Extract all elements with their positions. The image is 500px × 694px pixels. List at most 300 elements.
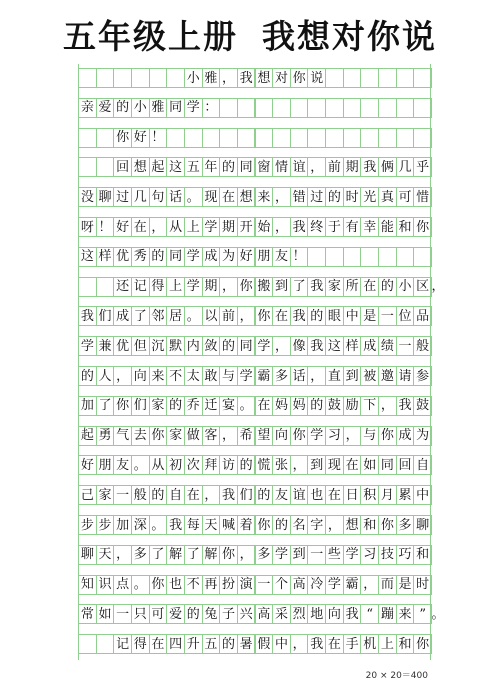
grid-cell: 字: [307, 515, 326, 535]
grid-cell: 记: [131, 277, 150, 297]
grid-cell: 知: [78, 575, 97, 595]
grid-cell: 同: [166, 247, 185, 267]
grid-border-left: [78, 64, 79, 660]
grid-cell: 访: [219, 455, 238, 475]
grid-cell: ，: [237, 306, 256, 326]
grid-cell: 有: [343, 217, 362, 237]
grid-cell: 得: [131, 634, 150, 654]
grid-cell: 的: [166, 396, 185, 416]
grid-cell: 你: [413, 634, 432, 654]
grid-cell: 起: [78, 426, 97, 446]
grid-cell: ，: [113, 545, 132, 565]
grid-cell: [396, 128, 415, 148]
grid-cell: 光: [360, 187, 379, 207]
grid-cell: 但: [131, 336, 150, 356]
grid-cell: 自: [166, 485, 185, 505]
grid-cell: 来: [255, 187, 274, 207]
grid-cell: 话: [166, 187, 185, 207]
grid-cell: 学: [343, 545, 362, 565]
grid-cell: ：: [202, 98, 221, 118]
grid-cell: 再: [202, 575, 221, 595]
grid-cell: 学: [184, 98, 203, 118]
grid-cell: ，: [113, 366, 132, 386]
grid-cell: [307, 128, 326, 148]
grid-cell: 我: [219, 485, 238, 505]
grid-cell: 学: [78, 336, 97, 356]
grid-cell: 敛: [202, 336, 221, 356]
grid-cell: 请: [396, 366, 415, 386]
grid-cell: 是: [360, 306, 379, 326]
grid-cell: 我: [237, 68, 256, 88]
grid-cell: 你: [413, 217, 432, 237]
grid-cell: 了: [149, 545, 168, 565]
grid-cell: [413, 68, 432, 88]
grid-cell: 以: [202, 306, 221, 326]
grid-cell: 向: [272, 426, 291, 446]
grid-cell: 同: [378, 455, 397, 475]
grid-cell: 的: [272, 515, 291, 535]
composition-grid: [78, 64, 445, 660]
grid-cell: 现: [325, 455, 344, 475]
grid-cell: 的: [307, 396, 326, 416]
grid-cell: 呀: [78, 217, 97, 237]
grid-cell: 们: [237, 485, 256, 505]
grid-cell: [149, 68, 168, 88]
grid-cell: 真: [378, 187, 397, 207]
grid-cell: ，: [360, 575, 379, 595]
grid-cell: 对: [272, 68, 291, 88]
grid-cell: 秀: [131, 247, 150, 267]
grid-cell: [360, 68, 379, 88]
grid-cell: 小: [131, 98, 150, 118]
grid-cell: [96, 128, 115, 148]
grid-cell: 惜: [413, 187, 432, 207]
grid-cell: “: [360, 604, 379, 624]
grid-cell: 四: [166, 634, 185, 654]
grid-cell: ，: [149, 217, 168, 237]
grid-cell: 为: [219, 247, 238, 267]
grid-cell: 烈: [290, 604, 309, 624]
grid-cell: 俩: [378, 157, 397, 177]
grid-cell: [378, 98, 397, 118]
grid-cell: 一: [307, 545, 326, 565]
grid-cell: 居: [166, 306, 185, 326]
grid-cell: ，: [290, 634, 309, 654]
grid-cell: 在: [184, 485, 203, 505]
grid-cell: 和: [413, 545, 432, 565]
grid-cell: 上: [166, 277, 185, 297]
grid-cell: 眼: [325, 306, 344, 326]
grid-cell: [360, 128, 379, 148]
grid-cell: 五: [202, 634, 221, 654]
grid-cell: 学: [325, 575, 344, 595]
grid-cell: [290, 128, 309, 148]
grid-cell: 参: [413, 366, 432, 386]
title-topic: 我想对你说: [262, 17, 437, 56]
grid-cell: [325, 128, 344, 148]
grid-cell: 这: [325, 336, 344, 356]
grid-cell: 你: [290, 426, 309, 446]
grid-cell: 友: [113, 455, 132, 475]
grid-cell: 我: [343, 604, 362, 624]
grid-cell: [96, 277, 115, 297]
grid-cell: [272, 128, 291, 148]
grid-cell: 幸: [360, 217, 379, 237]
grid-cell: 可: [149, 604, 168, 624]
grid-cell: 兔: [202, 604, 221, 624]
grid-cell: 己: [78, 485, 97, 505]
grid-cell: 加: [113, 515, 132, 535]
grid-cell: 采: [272, 604, 291, 624]
grid-cell: 学: [237, 366, 256, 386]
grid-cell: 在: [255, 396, 274, 416]
grid-cell: 每: [184, 515, 203, 535]
grid-cell: 期: [343, 157, 362, 177]
grid-cell: 没: [78, 187, 97, 207]
grid-cell: 记: [113, 634, 132, 654]
grid-cell: 常: [78, 604, 97, 624]
grid-cell: ，: [325, 515, 344, 535]
grid-cell: 友: [272, 247, 291, 267]
grid-margin-char: ，: [431, 279, 445, 295]
grid-cell: 的: [307, 306, 326, 326]
grid-cell: 和: [396, 634, 415, 654]
grid-cell: 学: [202, 217, 221, 237]
grid-cell: 在: [272, 306, 291, 326]
grid-cell: 时: [343, 187, 362, 207]
grid-cell: 家: [325, 277, 344, 297]
grid-cell: 我: [290, 306, 309, 326]
grid-cell: 望: [255, 426, 274, 446]
grid-cell: 你: [237, 277, 256, 297]
grid-cell: 高: [255, 604, 274, 624]
grid-cell: 向: [325, 604, 344, 624]
grid-cell: 冷: [307, 575, 326, 595]
grid-cell: 高: [290, 575, 309, 595]
grid-cell: 搬: [255, 277, 274, 297]
grid-cell: [96, 157, 115, 177]
grid-cell: 时: [413, 575, 432, 595]
grid-cell: ，: [307, 366, 326, 386]
grid-cell: 聊: [78, 545, 97, 565]
grid-cell: 邻: [149, 306, 168, 326]
grid-cell: 拜: [202, 455, 221, 475]
grid-cell: 演: [237, 575, 256, 595]
grid-cell: ，: [202, 485, 221, 505]
grid-cell: [343, 98, 362, 118]
grid-cell: 到: [343, 366, 362, 386]
grid-cell: 上: [378, 634, 397, 654]
grid-cell: 也: [307, 485, 326, 505]
grid-cell: 亲: [78, 98, 97, 118]
grid-cell: 些: [325, 545, 344, 565]
grid-cell: 暑: [237, 634, 256, 654]
grid-cell: 学: [255, 336, 274, 356]
grid-cell: [78, 68, 97, 88]
grid-cell: 同: [237, 157, 256, 177]
grid-cell: 好: [131, 128, 150, 148]
grid-cell: 累: [396, 485, 415, 505]
grid-cell: 你: [255, 515, 274, 535]
grid-cell: 来: [396, 604, 415, 624]
grid-cell: [413, 247, 432, 267]
grid-cell: 想: [255, 68, 274, 88]
grid-cell: 着: [237, 515, 256, 535]
grid-cell: 终: [307, 217, 326, 237]
grid-cell: 迁: [202, 396, 221, 416]
grid-cell: 成: [360, 336, 379, 356]
grid-cell: 天: [202, 515, 221, 535]
grid-cell: 人: [96, 366, 115, 386]
grid-cell: 鼓: [325, 396, 344, 416]
grid-cell: 兼: [96, 336, 115, 356]
grid-margin-char: 。: [431, 606, 445, 622]
grid-cell: 区: [413, 277, 432, 297]
grid-cell: 只: [131, 604, 150, 624]
grid-cell: 句: [149, 187, 168, 207]
grid-cell: ，: [219, 426, 238, 446]
grid-cell: 名: [290, 515, 309, 535]
grid-cell: 如: [96, 604, 115, 624]
grid-cell: 与: [360, 426, 379, 446]
grid-cell: 习: [360, 545, 379, 565]
grid-cell: [219, 98, 238, 118]
grid-cell: 的: [219, 634, 238, 654]
grid-cell: 想: [131, 157, 150, 177]
grid-cell: 多: [131, 545, 150, 565]
grid-cell: [307, 98, 326, 118]
grid-cell: 的: [378, 277, 397, 297]
title-grade: 五年级上册: [63, 17, 238, 56]
grid-cell: 一: [396, 336, 415, 356]
grid-cell: [219, 128, 238, 148]
grid-cell: [237, 98, 256, 118]
grid-cell: 了: [290, 277, 309, 297]
grid-cell: 。: [131, 455, 150, 475]
grid-cell: 话: [290, 366, 309, 386]
grid-cell: 我: [307, 277, 326, 297]
grid-cell: 从: [149, 455, 168, 475]
grid-cell: 加: [78, 396, 97, 416]
grid-cell: 内: [184, 336, 203, 356]
grid-cell: 的: [219, 157, 238, 177]
grid-cell: 品: [413, 306, 432, 326]
grid-cell: 的: [78, 366, 97, 386]
grid-cell: 开: [237, 217, 256, 237]
grid-cell: 到: [290, 545, 309, 565]
grid-cell: 了: [131, 306, 150, 326]
grid-cell: 可: [396, 187, 415, 207]
grid-cell: 想: [237, 187, 256, 207]
grid-cell: 学: [184, 247, 203, 267]
grid-cell: 我: [360, 157, 379, 177]
grid-cell: 励: [343, 396, 362, 416]
grid-cell: ，: [237, 545, 256, 565]
grid-cell: 如: [360, 455, 379, 475]
grid-cell: ！: [290, 247, 309, 267]
grid-cell: 雅: [202, 68, 221, 88]
grid-cell: 乔: [184, 396, 203, 416]
grid-cell: 是: [396, 575, 415, 595]
grid-cell: [413, 98, 432, 118]
grid-cell: 希: [237, 426, 256, 446]
grid-cell: ，: [343, 426, 362, 446]
grid-cell: 优: [113, 247, 132, 267]
grid-cell: 太: [184, 366, 203, 386]
grid-cell: [343, 128, 362, 148]
grid-cell: 样: [343, 336, 362, 356]
grid-cell: [343, 247, 362, 267]
grid-cell: [96, 634, 115, 654]
grid-cell: 在: [131, 217, 150, 237]
grid-cell: 霸: [255, 366, 274, 386]
grid-cell: ，: [290, 455, 309, 475]
grid-cell: 巧: [396, 545, 415, 565]
grid-cell: 于: [325, 217, 344, 237]
grid-cell: ，: [307, 157, 326, 177]
grid-cell: [166, 128, 185, 148]
grid-cell: [131, 68, 150, 88]
grid-cell: [202, 128, 221, 148]
grid-cell: 雅: [149, 98, 168, 118]
grid-cell: 初: [166, 455, 185, 475]
grid-cell: 几: [396, 157, 415, 177]
grid-cell: 气: [113, 426, 132, 446]
grid-cell: 朋: [255, 247, 274, 267]
grid-cell: 的: [149, 247, 168, 267]
grid-cell: 样: [96, 247, 115, 267]
grid-cell: 自: [413, 455, 432, 475]
grid-cell: 喊: [219, 515, 238, 535]
grid-cell: 得: [149, 277, 168, 297]
grid-cell: 学: [272, 545, 291, 565]
grid-cell: 兴: [237, 604, 256, 624]
grid-cell: 位: [396, 306, 415, 326]
grid-cell: 下: [360, 396, 379, 416]
grid-cell: 。: [184, 187, 203, 207]
grid-cell: 扮: [219, 575, 238, 595]
grid-cell: ！: [149, 128, 168, 148]
grid-cell: [78, 277, 97, 297]
grid-cell: 邀: [378, 366, 397, 386]
grid-cell: 步: [78, 515, 97, 535]
grid-cell: 在: [325, 634, 344, 654]
grid-cell: 在: [343, 455, 362, 475]
grid-cell: 绩: [378, 336, 397, 356]
grid-cell: 慌: [255, 455, 274, 475]
page-title: [0, 14, 500, 60]
grid-cell: ，: [219, 277, 238, 297]
grid-cell: 勇: [96, 426, 115, 446]
grid-cell: 你: [149, 426, 168, 446]
grid-cell: 中: [343, 306, 362, 326]
grid-cell: 还: [113, 277, 132, 297]
grid-cell: 的: [113, 98, 132, 118]
grid-border-right: [430, 64, 431, 660]
grid-cell: 般: [131, 485, 150, 505]
grid-cell: [378, 247, 397, 267]
grid-cell: 家: [149, 396, 168, 416]
grid-cell: 升: [184, 634, 203, 654]
grid-cell: 这: [166, 157, 185, 177]
grid-cell: 步: [96, 515, 115, 535]
grid-cell: 几: [131, 187, 150, 207]
grid-cell: [325, 98, 344, 118]
grid-cell: [78, 634, 97, 654]
grid-cell: 一: [113, 604, 132, 624]
grid-cell: 在: [219, 187, 238, 207]
grid-cell: 上: [184, 217, 203, 237]
grid-cell: 了: [96, 396, 115, 416]
grid-cell: 向: [131, 366, 150, 386]
grid-cell: 聊: [96, 187, 115, 207]
grid-cell: 也: [166, 575, 185, 595]
grid-cell: 手: [343, 634, 362, 654]
grid-cell: 子: [219, 604, 238, 624]
grid-cell: 家: [96, 485, 115, 505]
grid-cell: 解: [202, 545, 221, 565]
grid-cell: 沉: [149, 336, 168, 356]
grid-cell: 过: [113, 187, 132, 207]
grid-cell: 好: [78, 455, 97, 475]
grid-cell: 在: [360, 277, 379, 297]
grid-cell: [78, 157, 97, 177]
grid-cell: 深: [131, 515, 150, 535]
grid-cell: 我: [290, 217, 309, 237]
grid-cell: 霸: [343, 575, 362, 595]
grid-cell: 乎: [413, 157, 432, 177]
grid-cell: [184, 128, 203, 148]
grid-cell: 中: [272, 634, 291, 654]
grid-cell: 同: [166, 98, 185, 118]
grid-cell: [272, 98, 291, 118]
grid-cell: 你: [255, 306, 274, 326]
grid-cell: 窗: [255, 157, 274, 177]
grid-cell: 月: [378, 485, 397, 505]
grid-cell: 我: [307, 336, 326, 356]
grid-cell: 去: [131, 426, 150, 446]
grid-cell: 。: [131, 575, 150, 595]
grid-cell: ，: [219, 68, 238, 88]
grid-cell: 识: [96, 575, 115, 595]
grid-cell: 次: [184, 455, 203, 475]
grid-cell: 谊: [290, 157, 309, 177]
grid-cell: 机: [360, 634, 379, 654]
grid-cell: 能: [378, 217, 397, 237]
grid-cell: 成: [396, 426, 415, 446]
grid-cell: 学: [184, 277, 203, 297]
grid-cell: 前: [219, 306, 238, 326]
grid-cell: 期: [202, 277, 221, 297]
grid-cell: 客: [202, 426, 221, 446]
grid-cell: 从: [166, 217, 185, 237]
grid-cell: 假: [255, 634, 274, 654]
grid-cell: 妈: [290, 396, 309, 416]
grid-cell: ，: [378, 396, 397, 416]
grid-cell: 你: [290, 68, 309, 88]
grid-cell: 日: [343, 485, 362, 505]
grid-cell: 爱: [96, 98, 115, 118]
grid-cell: [307, 247, 326, 267]
grid-cell: 你: [113, 396, 132, 416]
grid-cell: 始: [255, 217, 274, 237]
grid-cell: [396, 68, 415, 88]
grid-cell: 做: [184, 426, 203, 446]
grid-cell: 敢: [202, 366, 221, 386]
grid-cell: 学: [307, 426, 326, 446]
grid-cell: [378, 128, 397, 148]
grid-cell: 好: [237, 247, 256, 267]
